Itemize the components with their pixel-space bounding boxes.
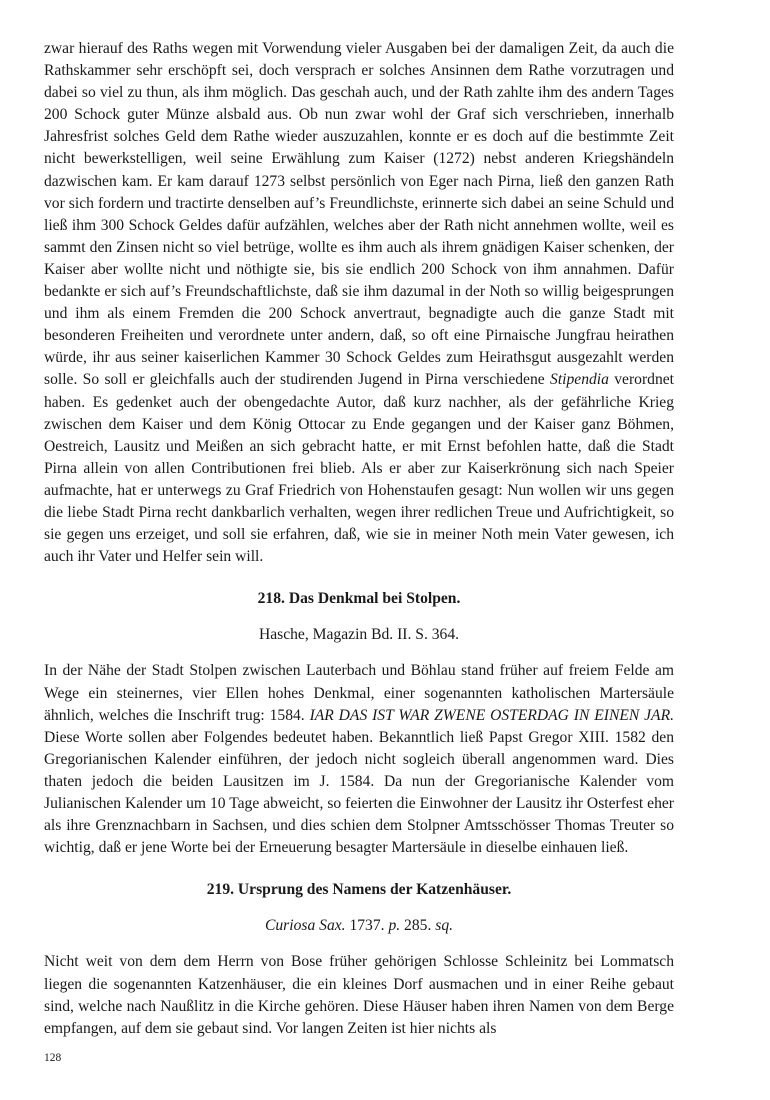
source-page: 285. (400, 917, 436, 935)
page-body (44, 38, 674, 1040)
section-218-inscription: IAR DAS IST WAR ZWENE OSTERDAG IN EINEN JAR. (309, 706, 674, 724)
section-218-text-a: In der Nähe der Stadt Stolpen zwischen Lauterbach und Böhlau stand früher auf freiem Felde am Wege ein steinernes, vier Ellen hohes Denkmal, einer sogenannten katholischen Martersäule ähnlich, welches die Inschrift trug: 1584. (44, 662, 674, 724)
source-year: 1737. (345, 917, 389, 935)
section-218-text-b: Diese Worte sollen aber Folgendes bedeutet haben. Bekanntlich ließ Papst Gregor XIII. 1582 den Gregorianischen Kalender einführen, der jedoch nicht sogleich überall angenommen ward. Dies thaten jedoch die beiden Lausitzen im J. 1584. Da nun der Gregorianische Kalender vom Julianischen Kalender um 10 Tage abweicht, so feierten die Einwohner der Lausitz ihr Osterfest eher als ihre Grenznachbarn in Sachsen, und dies schien dem Stolpner Amtsschösser Thomas Treuter so wichtig, daß er jene Worte bei der Erneuerung besagter Martersäule in dieselbe einhauen ließ. (44, 728, 674, 857)
page-number: 128 (44, 1052, 62, 1064)
section-218-source: Hasche, Magazin Bd. II. S. 364. (258, 626, 460, 644)
paragraph-text-rest: verordnet haben. Es gedenket auch der obengedachte Autor, daß kurz nachher, als der gefährliche Krieg zwischen dem Kaiser und dem König Ottocar zu Ende gegangen und der Kaiser ganz Böhmen, Oestreich, Lausitz und Meißen an sich gebracht hatte, er mit Ernst befohlen hatte, daß die Stadt Pirna allein von allen Contributionen frei blieb. Als er aber zur Kaiserkrönung sich nach Speier aufmachte, hat er unterwegs zu Graf Friedrich von Hohenstaufen gesagt: Nun wollen wir uns gegen die liebe Stadt Pirna recht dankbarlich verhalten, wegen ihrer redlichen Treue und Aufrichtigkeit, so sie gegen uns erzeiget, und soll sie erfahren, daß, wie sie in meiner Noth mein Vater gewesen, ich auch ihr Vater und Helfer sein will. (44, 371, 674, 566)
section-219-paragraph: Nicht weit von dem dem Herrn von Bose früher gehörigen Schlosse Schleinitz bei Lommatsch liegen die sogenannten Katzenhäuser, die ein kleines Dorf ausmachen und in einer Reihe gebaut sind, welche nach Naußlitz in die Kirche gehören. Diese Häuser haben ihren Namen von dem Berge empfangen, auf dem sie gebaut sind. Vor langen Zeiten ist hier nichts als (44, 953, 674, 1037)
source-title: Curiosa Sax. (264, 917, 346, 935)
continuation-paragraph (44, 38, 674, 568)
italic-term: Stipendia (550, 371, 609, 389)
source-p: p. (388, 917, 401, 935)
section-219-source (44, 915, 674, 937)
source-sq: sq. (435, 917, 454, 935)
section-218-heading: 218. Das Denkmal bei Stolpen. (257, 590, 461, 608)
paragraph-text: zwar hierauf des Raths wegen mit Vorwendung vieler Ausgaben bei der damaligen Zeit, da auch die Rathskammer sehr erschöpft sei, doch versprach er solches Ansinnen dem Rathe vorzutragen und dabei so viel zu thun, als ihm möglich. Das geschah auch, und der Rath zahlte ihm des andern Tages 200 Schock guter Münze alsbald aus. Ob nun zwar wohl der Graf sich verschrieben, innerhalb Jahresfrist solches Geld dem Rathe wieder auszuzahlen, konnte er es doch auf die bestimmte Zeit nicht bewerkstelligen, weil seine Erwählung zum Kaiser (1272) nebst anderen Kriegshändeln dazwischen kam. Er kam darauf 1273 selbst persönlich von Eger nach Pirna, ließ den ganzen Rath vor sich fordern und tractirte denselben auf’s Freundlichste, erinnerte sich dabei an seine Schuld und ließ ihm 300 Schock Geldes dafür aufzählen, welches aber der Rath nicht annehmen wollte, weil es sammt den Zinsen nicht so viel betrüge, wollte es ihm auch als ihrem gnädigen Kaiser schenken, der Kaiser aber wollte nicht und nöthigte sie, bis sie endlich 200 Schock von ihm annahmen. Dafür bedankte er sich auf’s Freundschaftlichste, daß sie ihm dazumal in der Noth so willig beigesprungen und ihm als einem Fremden die 200 Schock anvertraut, begnadigte auch die ganze Stadt mit besonderen Freiheiten und verordnete unter andern, daß, so oft eine Pirnaische Jungfrau heirathen würde, ihr aus seiner kaiserlichen Kammer 30 Schock Geldes zum Heirathsgut ausgezahlt werden solle. So soll er gleichfalls auch der studirenden Jugend in Pirna verschiedene (44, 40, 674, 389)
section-219-heading: 219. Ursprung des Namens der Katzenhäuser. (206, 881, 512, 899)
section-218-paragraph (44, 660, 674, 859)
